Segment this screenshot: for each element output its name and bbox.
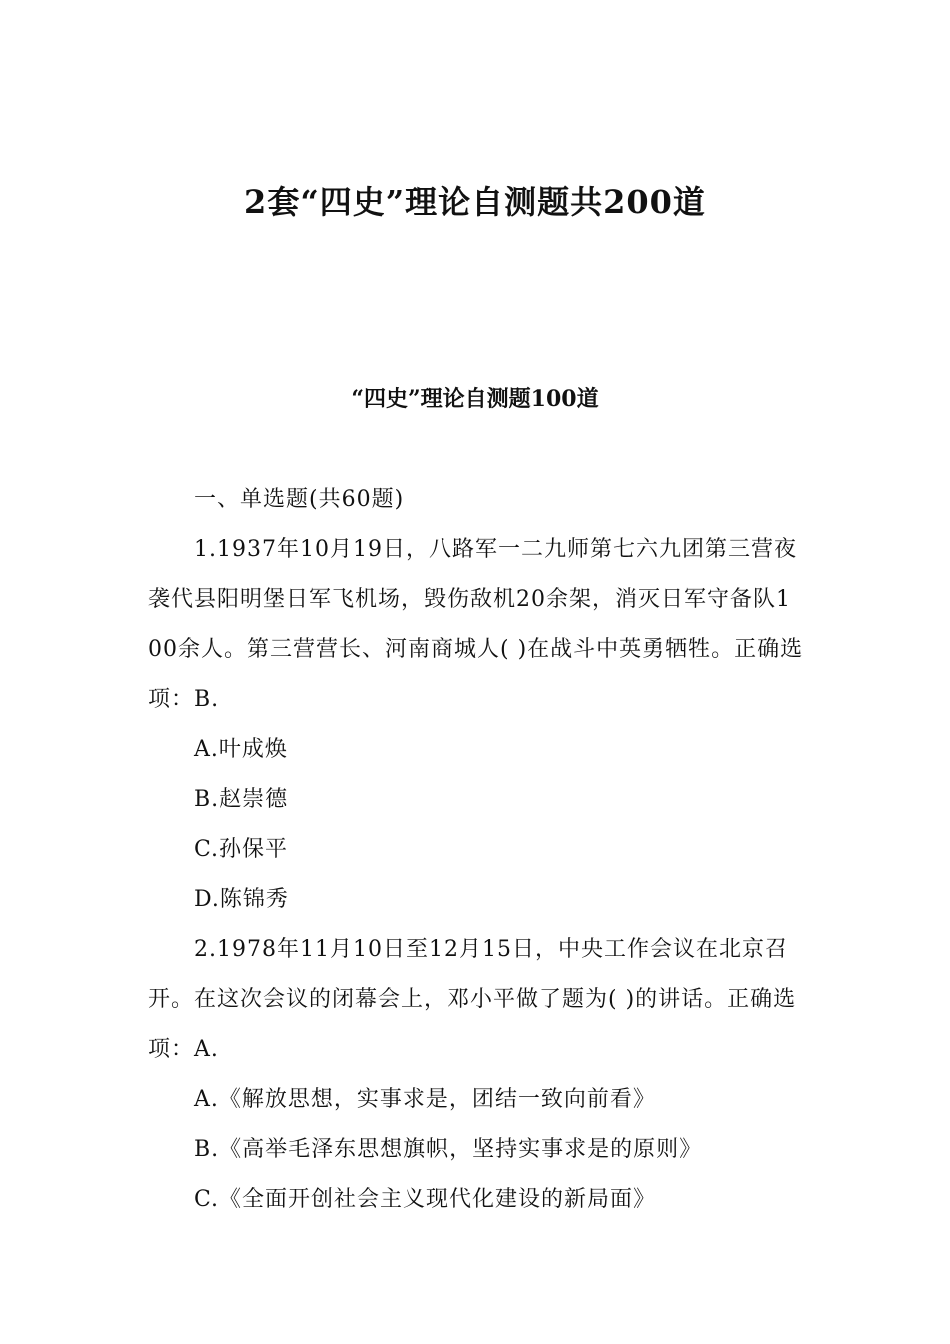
document-title: 2套“四史”理论自测题共200道 bbox=[244, 183, 706, 221]
document-subtitle: “四史”理论自测题100道 bbox=[351, 386, 599, 412]
question-2-option-c: C.《全面开创社会主义现代化建设的新局面》 bbox=[194, 1187, 657, 1212]
document-body bbox=[148, 475, 804, 1225]
question-1-option-d: D.陈锦秀 bbox=[194, 887, 289, 912]
question-1-option-b: B.赵崇德 bbox=[194, 787, 289, 812]
question-2-option-b: B.《高举毛泽东思想旗帜，坚持实事求是的原则》 bbox=[194, 1137, 703, 1162]
question-2-option-a: A.《解放思想，实事求是，团结一致向前看》 bbox=[194, 1087, 656, 1112]
section-heading: 一、单选题(共60题) bbox=[194, 487, 405, 512]
question-1-option-a: A.叶成焕 bbox=[194, 737, 288, 762]
question-1-option-c: C.孙保平 bbox=[194, 837, 289, 862]
question-2-text: 2.1978年11月10日至12月15日，中央工作会议在北京召开。在这次会议的闭幕会上，邓小平做了题为( )的讲话。正确选项：A. bbox=[148, 937, 797, 1062]
question-1-text: 1.1937年10月19日，八路军一二九师第七六九团第三营夜袭代县阳明堡日军飞机场，毁伤敌机20余架，消灭日军守备队100余人。第三营营长、河南商城人( )在战斗中英勇牺牲。正确选项：B. bbox=[148, 537, 804, 712]
